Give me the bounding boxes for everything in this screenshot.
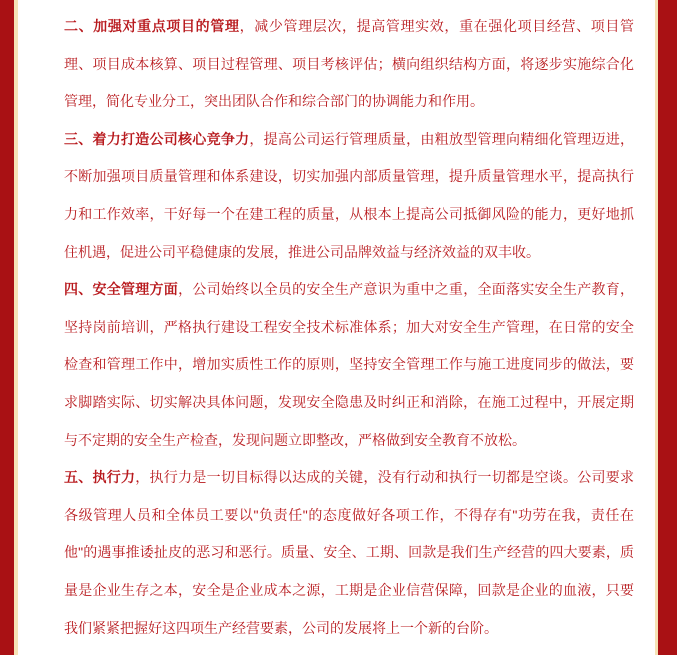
section-5-text: ，执行力是一切目标得以达成的关键，没有行动和执行一切都是空谈。公司要求各级管理人员和全体员工要以"负责任"的态度做好各项工作，不得存有"功劳在我，责任在他"的遇事推诿扯皮的恶习和恶行。质量、安全、工期、回款是我们生产经营的四大要素，质量是企业生存之本，安全是企业成本之源，工期是企业信营保障，回款是企业的血液，只要我们紧紧把握好这四项生产经营要素，公司的发展将上一个新的台阶。 [64,469,635,636]
paragraph-section-4 [64,271,634,459]
section-2-heading: 二、加强对重点项目的管理 [64,18,240,34]
section-2-text: ，减少管理层次，提高管理实效，重在强化项目经营、项目管理、项目成本核算、项目过程管理、项目考核评估；横向组织结构方面，将逐步实施综合化管理，简化专业分工，突出团队合作和综合部门的协调能力和作用。 [64,18,635,110]
section-4-text: ，公司始终以全员的安全生产意识为重中之重，全面落实安全生产教育，坚持岗前培训，严格执行建设工程安全技术标准体系；加大对安全生产管理，在日常的安全检查和管理工作中，增加实质性工作的原则，坚持安全管理工作与施工进度同步的做法，要求脚踏实际、切实解决具体问题，发现安全隐患及时纠正和消除，在施工过程中，开展定期与不定期的安全生产检查，发现问题立即整改，严格做到安全教育不放松。 [64,281,635,448]
section-3-heading: 三、着力打造公司核心竞争力 [64,130,250,147]
document-body [18,0,655,655]
paragraph-section-5 [64,459,634,647]
paragraph-section-3 [64,121,634,271]
section-5-heading: 五、执行力 [64,469,136,486]
right-red-border-band [658,0,677,655]
left-red-border-band [0,0,14,655]
section-4-heading: 四、安全管理方面 [64,281,179,298]
section-3-text: ，提高公司运行管理质量，由粗放型管理向精细化管理迈进，不断加强项目质量管理和体系建设，切实加强内部质量管理，提升质量管理水平，提高执行力和工作效率，干好每一个在建工程的质量，从根本上提高公司抵御风险的能力，更好地抓住机遇，促进公司平稳健康的发展，推进公司品牌效益与经济效益的双丰收。 [64,130,635,260]
paragraph-section-2 [64,8,634,121]
